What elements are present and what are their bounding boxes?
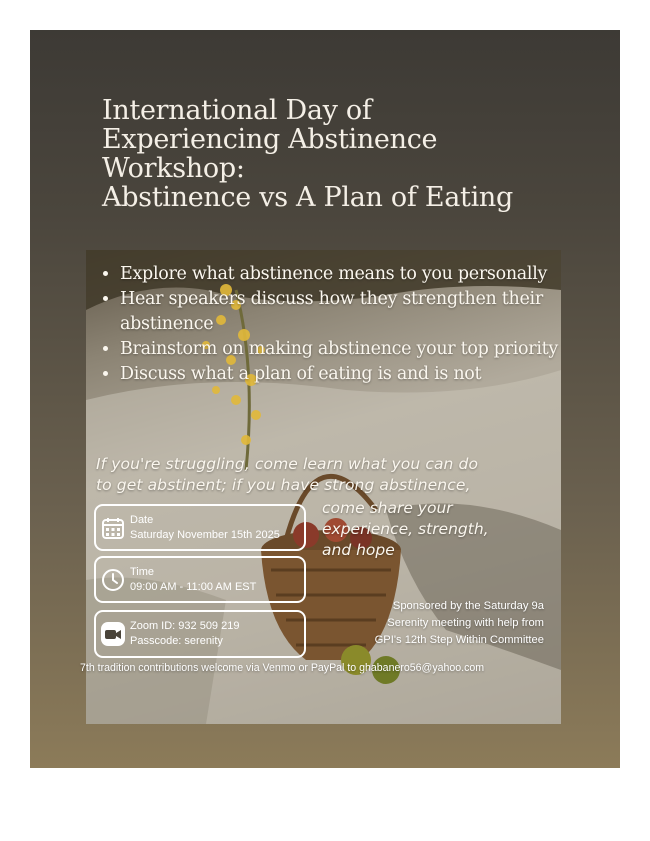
flyer-title	[102, 96, 602, 212]
clock-icon	[96, 568, 130, 592]
calendar-icon	[96, 516, 130, 540]
date-value: Saturday November 15th 2025	[130, 528, 280, 541]
invitation-text	[96, 454, 556, 496]
zoom-id: Zoom ID: 932 509 219	[130, 620, 240, 632]
zoom-passcode: Passcode: serenity	[130, 635, 223, 647]
workshop-flyer	[30, 30, 620, 768]
share-line: and hope	[322, 541, 395, 559]
date-label: Date	[130, 513, 154, 526]
time-info-box	[94, 556, 306, 603]
time-value: 09:00 AM - 11:00 AM EST	[130, 580, 257, 593]
title-line: Workshop:	[102, 153, 245, 184]
date-info-box	[94, 504, 306, 551]
sponsor-line: GPI's 12th Step Within Committee	[374, 634, 544, 646]
list-item: • Brainstorm on making abstinence your top priority	[120, 337, 590, 362]
share-line: experience, strength,	[322, 520, 489, 538]
sponsor-line: Sponsored by the Saturday 9a	[392, 600, 544, 612]
title-line: Abstinence vs A Plan of Eating	[102, 182, 514, 213]
sponsor-text	[322, 598, 544, 649]
list-item: • Hear speakers discuss how they strengthen their abstinence	[120, 287, 590, 337]
share-invitation-text	[322, 498, 552, 561]
contributions-footer: 7th tradition contributions welcome via Venmo or PayPal to ghabanero56@yahoo.com	[80, 662, 485, 674]
sponsor-line: Serenity meeting with help from	[387, 617, 544, 629]
workshop-topics-list	[86, 262, 590, 387]
invitation-line: to get abstinent; if you have strong abstinence,	[96, 476, 471, 494]
title-line: Experiencing Abstinence	[102, 124, 438, 155]
title-line: International Day of	[102, 95, 372, 126]
list-item: • Explore what abstinence means to you personally	[120, 262, 590, 287]
zoom-info-box	[94, 610, 306, 658]
video-camera-icon	[96, 621, 130, 647]
invitation-line: If you're struggling, come learn what you can do	[96, 455, 479, 473]
share-line: come share your	[322, 499, 453, 517]
list-item: • Discuss what a plan of eating is and is not	[120, 362, 590, 387]
time-label: Time	[130, 565, 155, 578]
